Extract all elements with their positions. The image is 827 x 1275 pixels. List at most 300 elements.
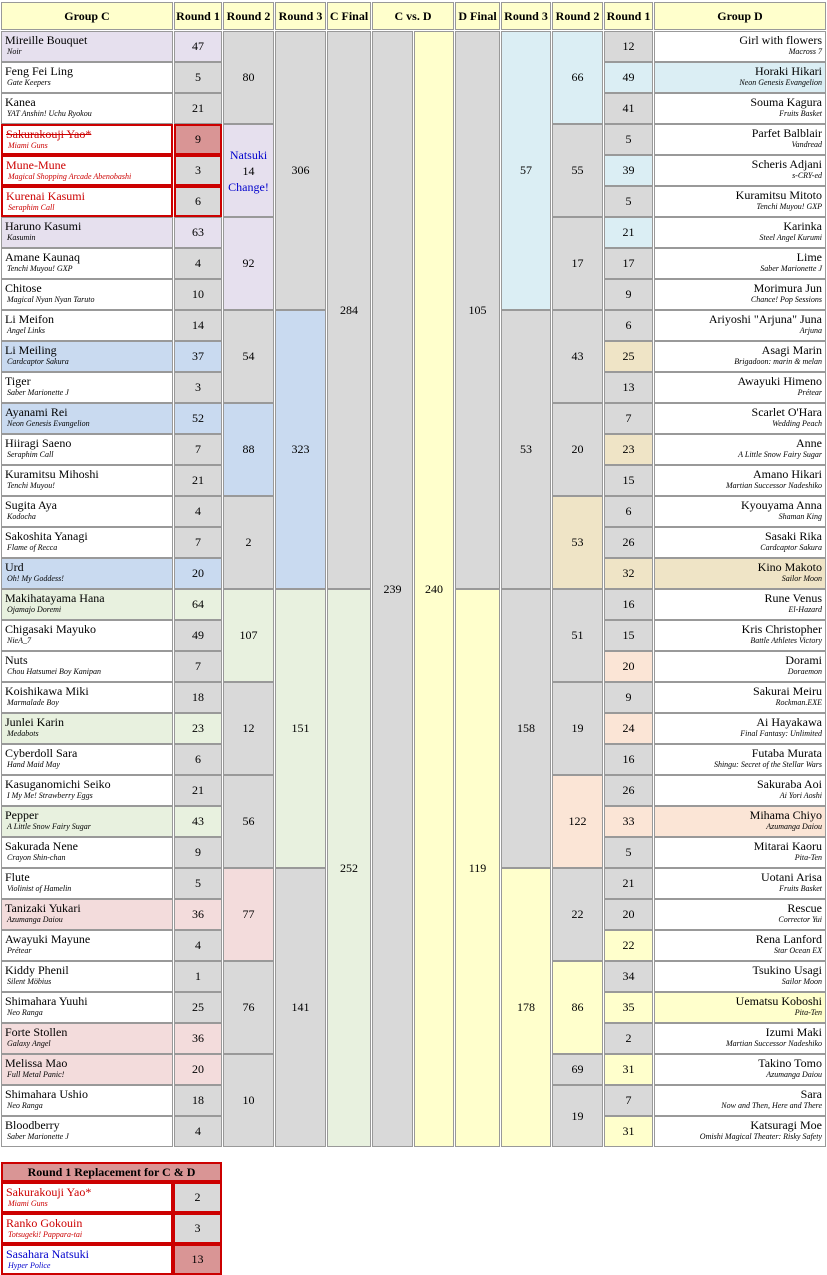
- entrant-name-cell: [1, 93, 173, 124]
- entrant-name-cell: [1, 279, 173, 310]
- entrant-series: Shingu: Secret of the Stellar Wars: [713, 760, 822, 769]
- score-cell: 55: [552, 124, 603, 217]
- entrant-series: Hand Maid May: [7, 760, 60, 769]
- entrant-name: Kyouyama Anna: [741, 498, 822, 512]
- entrant-name-cell: [1, 558, 173, 589]
- entrant-series: Wedding Peach: [772, 419, 822, 428]
- score-cell: 43: [174, 806, 222, 837]
- score-cell: 107: [223, 589, 274, 682]
- score-cell: 7: [174, 434, 222, 465]
- entrant-name: Sasahara Natsuki: [6, 1247, 89, 1261]
- entrant-name: Karinka: [783, 219, 822, 233]
- entrant-name: Ayanami Rei: [5, 405, 68, 419]
- entrant-series: Now and Then, Here and There: [721, 1101, 822, 1110]
- entrant-series: Noir: [7, 47, 22, 56]
- entrant-series: Saber Marionette J: [7, 1132, 69, 1141]
- entrant-series: Flame of Recca: [7, 543, 58, 552]
- entrant-name: Sara: [800, 1087, 822, 1101]
- entrant-series: Azumanga Daiou: [7, 915, 63, 924]
- entrant-series: Pita-Ten: [794, 1008, 822, 1017]
- entrant-name: Koishikawa Miki: [5, 684, 89, 698]
- entrant-name: Sakurada Nene: [5, 839, 78, 853]
- score-cell: 33: [604, 806, 653, 837]
- entrant-name-cell: [1, 124, 173, 155]
- entrant-name-cell: [654, 527, 826, 558]
- score-cell: 57: [501, 31, 551, 310]
- entrant-name: Chigasaki Mayuko: [5, 622, 96, 636]
- score-cell: 240: [414, 31, 454, 1147]
- score-cell: 20: [174, 558, 222, 589]
- score-cell: 66: [552, 31, 603, 124]
- score-cell: 69: [552, 1054, 603, 1085]
- score-cell: 141: [275, 868, 326, 1147]
- natsuki-change-cell: [223, 124, 274, 217]
- score-cell: 9: [174, 837, 222, 868]
- entrant-series: Prétear: [797, 388, 822, 397]
- entrant-series: I My Me! Strawberry Eggs: [7, 791, 93, 800]
- score-cell: 20: [552, 403, 603, 496]
- score-cell: 7: [604, 403, 653, 434]
- entrant-name-cell: [654, 310, 826, 341]
- score-cell: 20: [604, 651, 653, 682]
- entrant-name: Ranko Gokouin: [6, 1216, 83, 1230]
- entrant-series: Battle Athletes Victory: [750, 636, 822, 645]
- entrant-series: Galaxy Angel: [7, 1039, 51, 1048]
- entrant-series: Sailor Moon: [781, 574, 822, 583]
- entrant-name-cell: [1, 775, 173, 806]
- score-cell: 18: [174, 682, 222, 713]
- entrant-name-cell: [654, 775, 826, 806]
- score-value: 14: [242, 163, 255, 178]
- score-cell: 151: [275, 589, 326, 868]
- entrant-series: Shaman King: [778, 512, 822, 521]
- entrant-series: Violinist of Hamelin: [7, 884, 72, 893]
- score-cell: 21: [174, 775, 222, 806]
- entrant-name-cell: [1, 651, 173, 682]
- score-cell: 10: [174, 279, 222, 310]
- score-cell: 2: [223, 496, 274, 589]
- entrant-name-cell: [1, 155, 173, 186]
- score-cell: 12: [604, 31, 653, 62]
- score-cell: 53: [552, 496, 603, 589]
- entrant-name-cell: [1, 310, 173, 341]
- entrant-name: Asagi Marin: [761, 343, 822, 357]
- score-cell: 306: [275, 31, 326, 310]
- score-cell: 23: [174, 713, 222, 744]
- entrant-name: Makihatayama Hana: [5, 591, 105, 605]
- score-cell: 252: [327, 589, 371, 1147]
- score-cell: 3: [173, 1213, 222, 1244]
- entrant-name: Melissa Mao: [5, 1056, 68, 1070]
- score-cell: 239: [372, 31, 413, 1147]
- score-cell: 23: [604, 434, 653, 465]
- score-cell: 35: [604, 992, 653, 1023]
- score-cell: 88: [223, 403, 274, 496]
- header-group-d: Group D: [654, 2, 826, 30]
- entrant-name: Chitose: [5, 281, 42, 295]
- score-cell: 7: [604, 1085, 653, 1116]
- entrant-series: Rockman.EXE: [775, 698, 822, 707]
- entrant-name: Izumi Maki: [765, 1025, 822, 1039]
- entrant-name-cell: [1, 713, 173, 744]
- entrant-series: Neo Ranga: [7, 1101, 43, 1110]
- entrant-name-cell: [654, 155, 826, 186]
- entrant-name: Uotani Arisa: [761, 870, 822, 884]
- change-note-bottom: Change!: [228, 179, 269, 194]
- entrant-series: Magical Shopping Arcade Abenobashi: [8, 172, 132, 181]
- score-cell: 31: [604, 1054, 653, 1085]
- score-cell: 5: [604, 837, 653, 868]
- entrant-name: Shimahara Yuuhi: [5, 994, 88, 1008]
- entrant-series: Neon Genesis Evangelion: [7, 419, 90, 428]
- entrant-series: Steel Angel Kurumi: [759, 233, 822, 242]
- entrant-name: Tanizaki Yukari: [5, 901, 81, 915]
- score-cell: 6: [174, 186, 222, 217]
- score-cell: 63: [174, 217, 222, 248]
- score-cell: 39: [604, 155, 653, 186]
- entrant-name-cell: [654, 1023, 826, 1054]
- entrant-series: YAT Anshin! Uchu Ryokou: [7, 109, 92, 118]
- entrant-name: Ariyoshi "Arjuna" Juna: [708, 312, 822, 326]
- score-cell: 16: [604, 589, 653, 620]
- entrant-name-cell: [654, 341, 826, 372]
- entrant-name-cell: [1, 62, 173, 93]
- entrant-series: Fruits Basket: [779, 884, 822, 893]
- entrant-name: Junlei Karin: [5, 715, 64, 729]
- score-cell: 4: [174, 496, 222, 527]
- score-cell: 3: [174, 372, 222, 403]
- entrant-series: Neon Genesis Evangelion: [739, 78, 822, 87]
- entrant-name-cell: [654, 837, 826, 868]
- score-cell: 22: [604, 930, 653, 961]
- entrant-name-cell: [1, 1085, 173, 1116]
- score-cell: 17: [552, 217, 603, 310]
- entrant-name-cell: [654, 1116, 826, 1147]
- entrant-name: Scarlet O'Hara: [751, 405, 822, 419]
- score-cell: 5: [174, 868, 222, 899]
- entrant-name: Haruno Kasumi: [5, 219, 82, 233]
- entrant-name-cell: [1, 682, 173, 713]
- score-cell: 119: [455, 589, 500, 1147]
- score-cell: 6: [604, 496, 653, 527]
- score-cell: 105: [455, 31, 500, 589]
- score-cell: 20: [604, 899, 653, 930]
- entrant-name: Sakurakouji Yao*: [6, 127, 92, 141]
- score-cell: 49: [604, 62, 653, 93]
- score-cell: 15: [604, 620, 653, 651]
- score-cell: 21: [604, 868, 653, 899]
- entrant-name: Kasuganomichi Seiko: [5, 777, 111, 791]
- entrant-name-cell: [1, 1182, 173, 1213]
- score-cell: 323: [275, 310, 326, 589]
- header-c-round3: Round 3: [275, 2, 326, 30]
- entrant-series: Marmalade Boy: [7, 698, 59, 707]
- entrant-name: Li Meifon: [5, 312, 54, 326]
- score-cell: 92: [223, 217, 274, 310]
- entrant-name: Takino Tomo: [758, 1056, 822, 1070]
- entrant-name: Cyberdoll Sara: [5, 746, 78, 760]
- entrant-name-cell: [654, 713, 826, 744]
- score-cell: 1: [174, 961, 222, 992]
- entrant-name-cell: [1, 372, 173, 403]
- entrant-name-cell: [654, 217, 826, 248]
- score-cell: 19: [552, 1085, 603, 1147]
- entrant-series: Angel Links: [7, 326, 45, 335]
- entrant-name: Sugita Aya: [5, 498, 57, 512]
- score-cell: 25: [174, 992, 222, 1023]
- entrant-name-cell: [1, 837, 173, 868]
- entrant-series: Brigadoon: marin & melan: [734, 357, 822, 366]
- entrant-series: Ai Yori Aoshi: [779, 791, 822, 800]
- entrant-series: El-Hazard: [788, 605, 822, 614]
- entrant-series: Vandread: [791, 140, 822, 149]
- header-c-round2: Round 2: [223, 2, 274, 30]
- entrant-series: Tenchi Muyou! GXP: [7, 264, 73, 273]
- entrant-series: Kasumin: [7, 233, 36, 242]
- score-cell: 6: [604, 310, 653, 341]
- score-cell: 64: [174, 589, 222, 620]
- entrant-name: Lime: [796, 250, 822, 264]
- entrant-name-cell: [654, 465, 826, 496]
- score-cell: 4: [174, 930, 222, 961]
- entrant-series: s-CRY-ed: [792, 171, 822, 180]
- entrant-name: Kurenai Kasumi: [6, 189, 85, 203]
- score-cell: 12: [223, 682, 274, 775]
- entrant-name-cell: [1, 186, 173, 217]
- entrant-name: Kuramitsu Mihoshi: [5, 467, 99, 481]
- entrant-series: Silent Möbius: [7, 977, 52, 986]
- header-d-round3: Round 3: [501, 2, 551, 30]
- score-cell: 47: [174, 31, 222, 62]
- entrant-name: Amano Hikari: [753, 467, 822, 481]
- entrant-name: Awayuki Mayune: [5, 932, 91, 946]
- score-cell: 26: [604, 775, 653, 806]
- score-cell: 21: [174, 465, 222, 496]
- score-cell: 178: [501, 868, 551, 1147]
- entrant-series: Totsugeki! Pappara-tai: [8, 1230, 83, 1239]
- entrant-series: Cardcaptor Sakura: [7, 357, 69, 366]
- entrant-name-cell: [654, 930, 826, 961]
- entrant-name: Li Meiling: [5, 343, 57, 357]
- score-cell: 18: [174, 1085, 222, 1116]
- entrant-name-cell: [654, 806, 826, 837]
- score-cell: 76: [223, 961, 274, 1054]
- entrant-series: Prétear: [7, 946, 32, 955]
- entrant-name: Scheris Adjani: [751, 157, 822, 171]
- score-cell: 19: [552, 682, 603, 775]
- score-cell: 77: [223, 868, 274, 961]
- score-cell: 80: [223, 31, 274, 124]
- replacement-title: Round 1 Replacement for C & D: [1, 1162, 222, 1182]
- entrant-name-cell: [654, 372, 826, 403]
- entrant-series: Ojamajo Doremi: [7, 605, 62, 614]
- score-cell: 284: [327, 31, 371, 589]
- score-cell: 22: [552, 868, 603, 961]
- entrant-series: Martian Successor Nadeshiko: [726, 1039, 822, 1048]
- entrant-name-cell: [654, 992, 826, 1023]
- entrant-name-cell: [1, 31, 173, 62]
- entrant-name-cell: [654, 682, 826, 713]
- entrant-name-cell: [1, 1116, 173, 1147]
- entrant-name: Flute: [5, 870, 30, 884]
- entrant-name-cell: [654, 248, 826, 279]
- entrant-name-cell: [1, 403, 173, 434]
- entrant-name-cell: [1, 496, 173, 527]
- score-cell: 158: [501, 589, 551, 868]
- score-cell: 36: [174, 1023, 222, 1054]
- entrant-name: Bloodberry: [5, 1118, 60, 1132]
- score-cell: 56: [223, 775, 274, 868]
- header-c-final: C Final: [327, 2, 371, 30]
- score-cell: 53: [501, 310, 551, 589]
- entrant-name-cell: [1, 217, 173, 248]
- entrant-name-cell: [654, 1054, 826, 1085]
- entrant-series: Hyper Police: [8, 1261, 51, 1270]
- entrant-name: Sasaki Rika: [765, 529, 822, 543]
- score-cell: 7: [174, 651, 222, 682]
- score-cell: 21: [174, 93, 222, 124]
- entrant-name: Tsukino Usagi: [752, 963, 822, 977]
- score-cell: 25: [604, 341, 653, 372]
- entrant-name-cell: [654, 899, 826, 930]
- entrant-name: Katsuragi Moe: [750, 1118, 822, 1132]
- entrant-series: Martian Successor Nadeshiko: [726, 481, 822, 490]
- entrant-name: Rune Venus: [764, 591, 822, 605]
- header-c-round1: Round 1: [174, 2, 222, 30]
- entrant-name-cell: [654, 62, 826, 93]
- entrant-name-cell: [1, 744, 173, 775]
- entrant-name: Awayuki Himeno: [737, 374, 822, 388]
- entrant-name-cell: [1, 620, 173, 651]
- entrant-series: Azumanga Daiou: [766, 822, 822, 831]
- entrant-series: Macross 7: [788, 47, 822, 56]
- entrant-name-cell: [1, 1023, 173, 1054]
- entrant-name: Hiiragi Saeno: [5, 436, 72, 450]
- entrant-name-cell: [1, 341, 173, 372]
- entrant-name-cell: [654, 744, 826, 775]
- entrant-series: Arjuna: [799, 326, 822, 335]
- entrant-name: Mireille Bouquet: [5, 33, 88, 47]
- entrant-series: Fruits Basket: [779, 109, 822, 118]
- entrant-series: Tenchi Muyou!: [7, 481, 55, 490]
- entrant-name: Kris Christopher: [741, 622, 822, 636]
- score-cell: 24: [604, 713, 653, 744]
- entrant-name: Mitarai Kaoru: [753, 839, 822, 853]
- entrant-name-cell: [654, 961, 826, 992]
- score-cell: 2: [604, 1023, 653, 1054]
- entrant-series: Full Metal Panic!: [7, 1070, 65, 1079]
- score-cell: 54: [223, 310, 274, 403]
- score-cell: 41: [604, 93, 653, 124]
- entrant-series: Crayon Shin-chan: [7, 853, 66, 862]
- entrant-name: Feng Fei Ling: [5, 64, 73, 78]
- entrant-series: Miami Guns: [8, 1199, 48, 1208]
- entrant-name-cell: [654, 93, 826, 124]
- entrant-name: Souma Kagura: [750, 95, 822, 109]
- score-cell: 31: [604, 1116, 653, 1147]
- score-cell: 49: [174, 620, 222, 651]
- entrant-name: Kuramitsu Mitoto: [735, 188, 822, 202]
- score-cell: 14: [174, 310, 222, 341]
- score-cell: 21: [604, 217, 653, 248]
- entrant-name: Sakurakouji Yao*: [6, 1185, 92, 1199]
- entrant-name: Urd: [5, 560, 24, 574]
- entrant-series: Oh! My Goddess!: [7, 574, 64, 583]
- entrant-series: Doraemon: [787, 667, 822, 676]
- entrant-series: Medabots: [7, 729, 39, 738]
- entrant-name-cell: [654, 124, 826, 155]
- entrant-series: Azumanga Daiou: [766, 1070, 822, 1079]
- score-cell: 9: [174, 124, 222, 155]
- header-group-c: Group C: [1, 2, 173, 30]
- entrant-series: Seraphim Call: [8, 203, 55, 212]
- entrant-name-cell: [654, 868, 826, 899]
- score-cell: 13: [604, 372, 653, 403]
- entrant-name: Pepper: [5, 808, 39, 822]
- score-cell: 5: [604, 186, 653, 217]
- entrant-name: Shimahara Ushio: [5, 1087, 88, 1101]
- entrant-series: Star Ocean EX: [774, 946, 822, 955]
- entrant-name-cell: [1, 1244, 173, 1275]
- entrant-name-cell: [654, 620, 826, 651]
- entrant-name: Amane Kaunaq: [5, 250, 80, 264]
- score-cell: 37: [174, 341, 222, 372]
- entrant-name: Kino Makoto: [757, 560, 822, 574]
- entrant-name-cell: [1, 868, 173, 899]
- entrant-name-cell: [1, 992, 173, 1023]
- entrant-name: Uematsu Koboshi: [735, 994, 822, 1008]
- entrant-name-cell: [654, 558, 826, 589]
- score-cell: 5: [174, 62, 222, 93]
- change-note-top: Natsuki: [229, 147, 268, 162]
- score-cell: 32: [604, 558, 653, 589]
- score-cell: 52: [174, 403, 222, 434]
- score-cell: 51: [552, 589, 603, 682]
- score-cell: 7: [174, 527, 222, 558]
- entrant-name: Rescue: [787, 901, 822, 915]
- entrant-name-cell: [654, 1085, 826, 1116]
- score-cell: 86: [552, 961, 603, 1054]
- score-cell: 16: [604, 744, 653, 775]
- entrant-series: Gate Keepers: [7, 78, 51, 87]
- entrant-name-cell: [1, 961, 173, 992]
- entrant-series: Magical Nyan Nyan Taruto: [7, 295, 95, 304]
- entrant-series: Corrector Yui: [778, 915, 822, 924]
- score-cell: 17: [604, 248, 653, 279]
- entrant-series: Saber Marionette J: [7, 388, 69, 397]
- entrant-name-cell: [1, 527, 173, 558]
- entrant-name: Rena Lanford: [755, 932, 822, 946]
- entrant-name-cell: [654, 31, 826, 62]
- entrant-name-cell: [654, 186, 826, 217]
- entrant-name: Sakuraba Aoi: [757, 777, 822, 791]
- entrant-name-cell: [654, 403, 826, 434]
- entrant-name-cell: [1, 1054, 173, 1085]
- score-cell: 10: [223, 1054, 274, 1147]
- entrant-series: A Little Snow Fairy Sugar: [7, 822, 91, 831]
- entrant-name: Forte Stollen: [5, 1025, 68, 1039]
- score-cell: 36: [174, 899, 222, 930]
- entrant-name-cell: [1, 899, 173, 930]
- score-cell: 26: [604, 527, 653, 558]
- score-cell: 2: [173, 1182, 222, 1213]
- score-cell: 6: [174, 744, 222, 775]
- entrant-name: Kanea: [5, 95, 36, 109]
- entrant-name-cell: [654, 434, 826, 465]
- score-cell: 13: [173, 1244, 222, 1275]
- entrant-series: Kodocha: [7, 512, 36, 521]
- entrant-name-cell: [654, 589, 826, 620]
